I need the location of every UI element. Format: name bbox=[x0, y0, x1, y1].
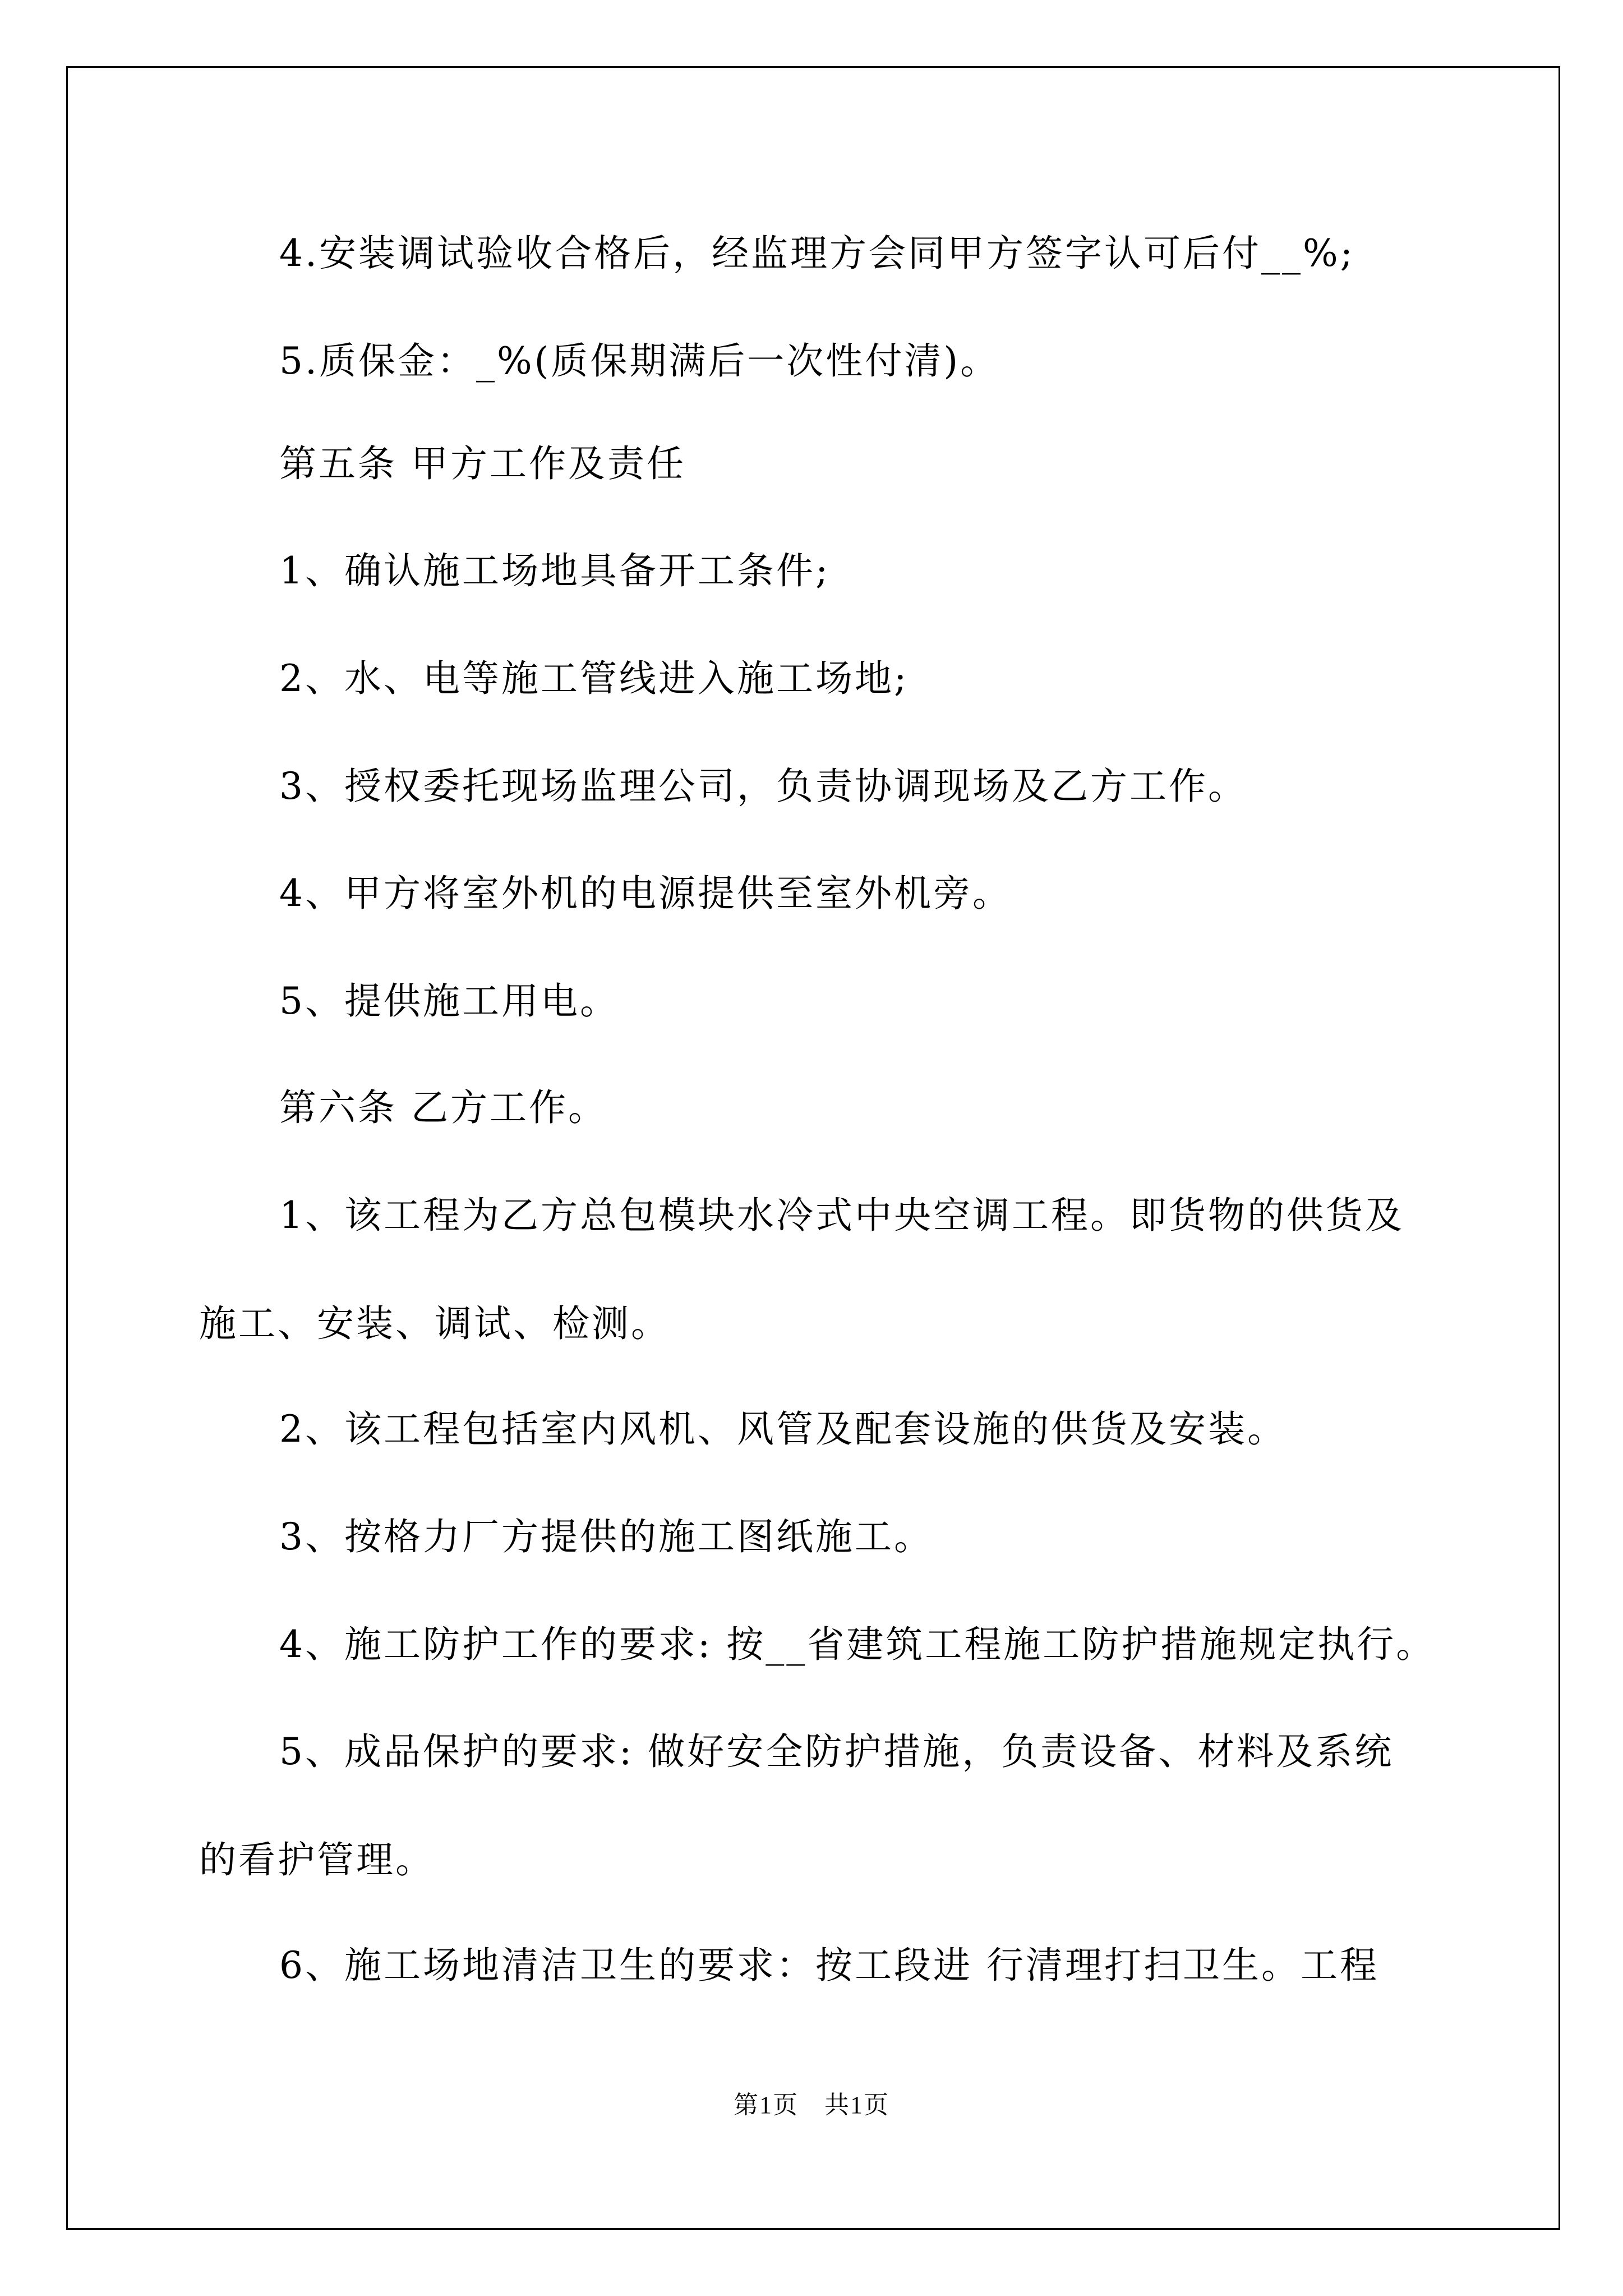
party-b-item-2: 2、该工程包括室内风机、风管及配套设施的供货及安装。 bbox=[279, 1407, 1287, 1451]
party-b-item-6: 6、施工场地清洁卫生的要求：按工段进 行清理打扫卫生。工程 bbox=[279, 1944, 1379, 1987]
party-b-item-1-continued: 施工、安装、调试、检测。 bbox=[199, 1302, 670, 1345]
party-b-item-3: 3、按格力厂方提供的施工图纸施工。 bbox=[279, 1515, 933, 1558]
party-a-item-1: 1、确认施工场地具备开工条件; bbox=[279, 549, 831, 592]
page-border bbox=[66, 66, 1560, 2230]
party-a-item-2: 2、水、电等施工管线进入施工场地; bbox=[279, 657, 909, 700]
party-b-item-5-continued: 的看护管理。 bbox=[199, 1838, 435, 1881]
paragraph-payment-4: 4.安装调试验收合格后，经监理方会同甲方签字认可后付__%; bbox=[279, 232, 1355, 275]
article-6-heading: 第六条 乙方工作。 bbox=[279, 1086, 607, 1129]
party-b-item-1: 1、该工程为乙方总包模块水冷式中央空调工程。即货物的供货及 bbox=[279, 1194, 1404, 1237]
article-5-heading: 第五条 甲方工作及责任 bbox=[279, 442, 686, 485]
paragraph-payment-5: 5.质保金：_%(质保期满后一次性付清)。 bbox=[279, 339, 1000, 383]
page-number: 第1页 共1页 bbox=[734, 2091, 889, 2119]
party-b-item-4: 4、施工防护工作的要求: 按__省建筑工程施工防护措施规定执行。 bbox=[279, 1623, 1436, 1666]
party-a-item-5: 5、提供施工用电。 bbox=[279, 979, 619, 1023]
party-a-item-4: 4、甲方将室外机的电源提供至室外机旁。 bbox=[279, 872, 1012, 915]
party-b-item-5: 5、成品保护的要求: 做好安全防护措施，负责设备、材料及系统 bbox=[279, 1730, 1394, 1773]
party-a-item-3: 3、授权委托现场监理公司，负责协调现场及乙方工作。 bbox=[279, 765, 1247, 808]
